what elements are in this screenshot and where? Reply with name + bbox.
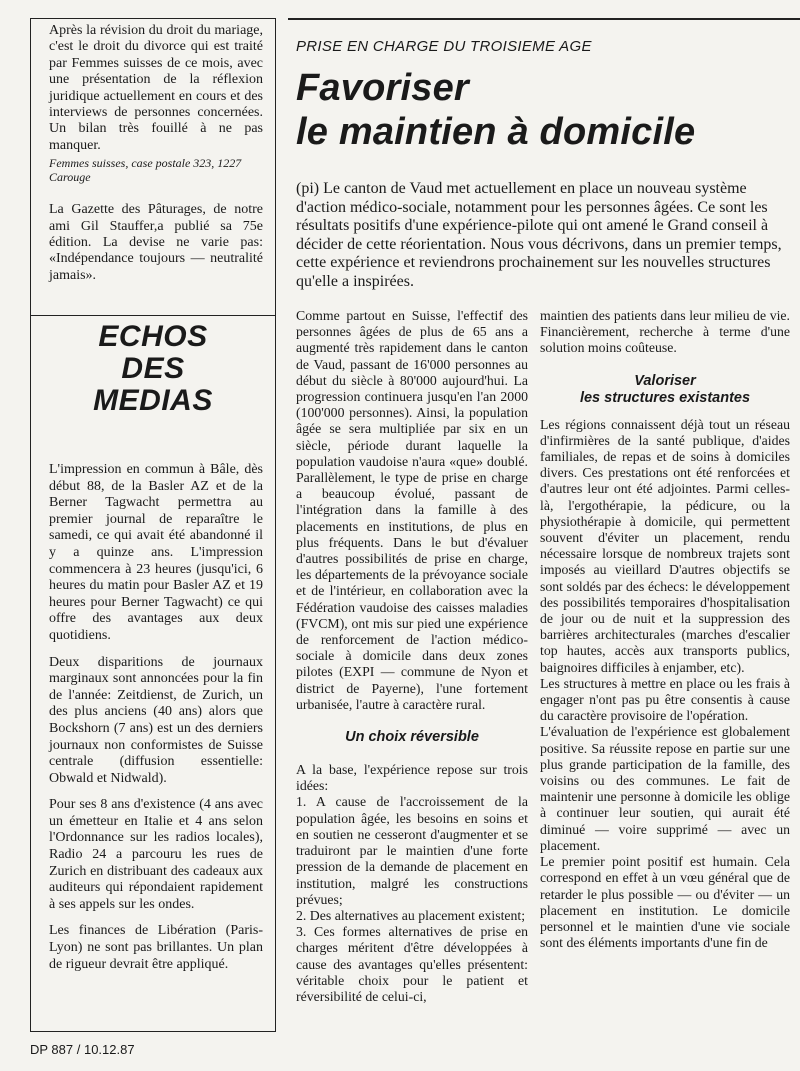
gazette-note: La Gazette des Pâturages, de notre ami Gil Stauffer,a publié sa 75e édition. La devise ne varie pas: «Indépendance toujours — neutralité jamais».: [49, 202, 263, 283]
body-paragraph: maintien des patients dans leur milieu de vie. Financièrement, recherche à terme d'une solution moins coûteuse.: [540, 308, 790, 356]
body-paragraph: A la base, l'expérience repose sur trois idées:: [296, 762, 528, 794]
echo-radio-24: Pour ses 8 ans d'existence (4 ans avec un émetteur en Italie et 4 ans selon l'Ordonnance sur les radios locales), Radio 24 a parcouru les rues de Zurich en distribuant des cadeaux aux auditeurs qui répondaient rapidement à ses appels sur les ondes.: [49, 797, 263, 912]
article-column-1: [296, 308, 528, 1005]
article-kicker: PRISE EN CHARGE DU TROISIEME AGE: [296, 38, 592, 55]
body-paragraph: Le premier point positif est humain. Cela correspond en effet à un vœu général que de retarder le plus possible — ou d'éviter — un placement en institution. Le domicile personnel et le maintien d'une vie sociale sont des éléments importants d'une fin de: [540, 854, 790, 951]
body-paragraph: Comme partout en Suisse, l'effectif des personnes âgées de plus de 65 ans a augmenté très rapidement dans le canton de Vaud, passant de 16'000 personnes au début du siècle à 80'000 aujourd'hui. La progression continuera jusqu'en l'an 2000 (100'000 personnes). Ainsi, la population âgée se sera multipliée par six en un siècle, période durant laquelle la population vaudoise n'aura «que» doublé. Parallèlement, le type de prise en charge a beaucoup évolué, passant de l'intégration dans la famille à des placements en institutions, de plus en plus fréquents. Dans le but d'évaluer d'autres possibilités de prise en charge, les départements de la prévoyance sociale et de l'intérieur, en collaboration avec la Fédération vaudoise des caisses maladies (FVCM), ont mis sur pied une expérience de renforcement de l'action médico-sociale à domicile dans deux zones pilotes (EXPI — commune de Nyon et district de Payerne), l'une fortement urbanisée, l'autre à caractère rural.: [296, 308, 528, 712]
body-paragraph: L'évaluation de l'expérience est globalement positive. Sa réussite repose en partie sur une plus grande participation de la famille, des voisins ou des communes. Le fait de maintenir une personne à domicile les oblige à continuer leur soutien, qui aurait été diminué — voire supprimé — avec un placement.: [540, 724, 790, 853]
echos-body: [31, 462, 275, 983]
subhead-choix-reversible: Un choix réversible: [345, 729, 479, 746]
body-paragraph: 1. A cause de l'accroissement de la population âgée, les besoins en soins et en soutien ne cesseront d'augmenter et se traduiront par le maintien d'une forte pression de la demande de placement en institution, malgré les constructions prévues;: [296, 794, 528, 907]
article-headline: Favoriser le maintien à domicile: [296, 67, 696, 153]
top-rule: [288, 18, 800, 20]
femmes-suisses-address: Femmes suisses, case postale 323, 1227 Carouge: [49, 156, 242, 185]
article-column-2: [540, 308, 790, 951]
article-lead: (pi) Le canton de Vaud met actuellement en place un nouveau système d'action médico-sociale, notamment pour les personnes âgées. Ce sont les résultats positifs d'une expérience-pilote qui ont amené le Grand conseil à décider de cette réorientation. Nous vous décrivons, dans un premier temps, cette expérience et reviendrons prochainement sur les nouvelles structures qu'elle a inspirées.: [296, 180, 782, 290]
sidebar-notes: [31, 19, 275, 316]
body-paragraph: Les structures à mettre en place ou les frais à engager n'ont pas pu être consentis à cause du caractère provisoire de l'opération.: [540, 675, 790, 724]
echo-liberation: Les finances de Libération (Paris-Lyon) ne sont pas brillantes. Un plan de rigueur devrait être appliqué.: [49, 923, 263, 972]
body-paragraph: 2. Des alternatives au placement existent;: [296, 907, 526, 923]
body-paragraph: Les régions connaissent déjà tout un réseau d'infirmières de la santé publique, d'aides familiales, de repas et de soins à domiciles divers. Ces prestations ont été renforcées et d'autres leur ont été adjointes. Parmi celles-là, l'ergothérapie, la pédicure, ou la physiothérapie à domicile, qui permettent souvent d'éviter un placement, rendu nécessaire lorsque de nombreux trajets sont imposés au vieillard D'autres objectifs se sont soldés par des échecs: le développement des possibilités temporaires d'hospitalisation de jour ou de nuit et la suppression des barrières architecturales (marches d'escalier top hautes, accès aux transports publics, baignoires difficiles à enjamber, etc).: [540, 416, 790, 675]
sidebar-box: [30, 18, 276, 1032]
page-footer-issue: DP 887 / 10.12.87: [30, 1042, 135, 1057]
subhead-valoriser: Valoriser les structures existantes: [579, 372, 751, 406]
echo-basler-az: L'impression en commun à Bâle, dès début 88, de la Basler AZ et de la Berner Tagwacht permettra au premier journal de reparaître le samedi, ce qui avait été abandonné il y a quinze ans. L'impression commencera à 23 heures (jusqu'ici, 6 heures du matin pour Basler AZ et 19 heures pour Berner Tagwacht) ce qui offre des avantages aux deux quotidiens.: [49, 462, 263, 643]
body-paragraph: 3. Ces formes alternatives de prise en charges méritent d'être développées à cause des avantages qu'elles présentent: véritable choix pour le patient et réversibilité de celui-ci,: [296, 924, 528, 1004]
echos-des-medias-title: ECHOS DES MEDIAS: [93, 320, 213, 417]
femmes-suisses-note: Après la révision du droit du mariage, c'est le droit du divorce qui est traité par Femmes suisses de ce mois, avec une présentation de la réflexion juridique actuellement en cours et des interviews de personnes concernées. Un bilan très fouillé à ne pas manquer.: [49, 23, 263, 153]
echo-disparitions: Deux disparitions de journaux marginaux sont annoncées pour la fin de l'année: Zeitdienst, de Zurich, un des plus anciens (40 ans) alors que Bockshorn (7 ans) est un des derniers journaux non conformistes de Suisse centrale (diffusion essentielle: Obwald et Nidwald).: [49, 654, 263, 786]
